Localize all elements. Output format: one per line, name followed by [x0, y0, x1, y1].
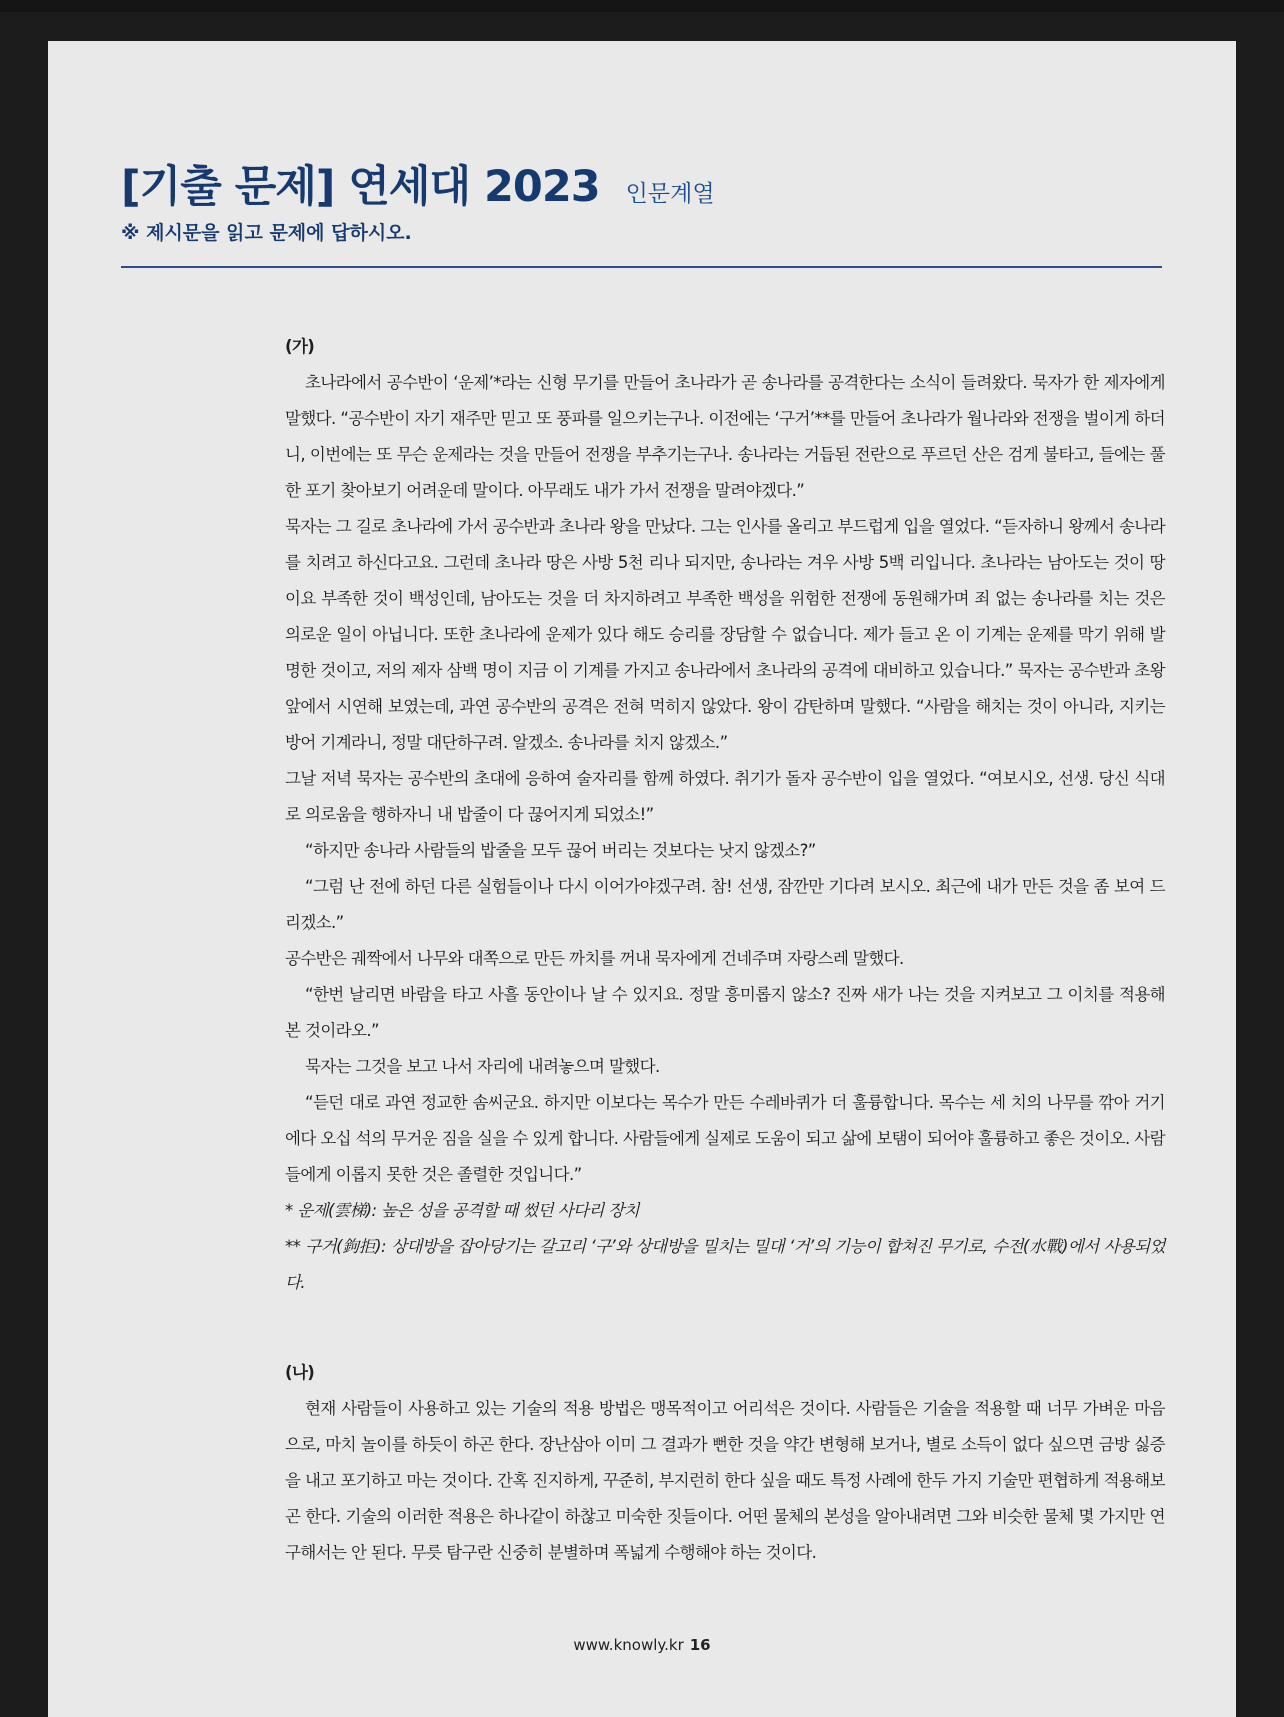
footnote: * 운제(雲梯): 높은 성을 공격할 때 썼던 사다리 장치: [285, 1201, 640, 1220]
passage-a-paragraph: 묵자는 그 길로 초나라에 가서 공수반과 초나라 왕을 만났다. 그는 인사를 올리고 부드럽게 입을 열었다. “듣자하니 왕께서 송나라를 치려고 하신다고요. 그런데 초나라 땅은 사방 5천 리나 되지만, 송나라는 겨우 사방 5백 리입니다. 초나라는 남아도는 것이 땅이요 부족한 것이 백성인데, 남아도는 것을 더 차지하려고 부족한 백성을 위험한 전쟁에 동원해가며 죄 없는 송나라를 치는 것은 의로운 일이 아닙니다. 또한 초나라에 운제가 있다 해도 승리를 장담할 수 없습니다. 제가 들고 온 이 기계는 운제를 막기 위해 발명한 것이고, 저의 제자 삼백 명이 지금 이 기계를 가지고 송나라에서 초나라의 공격에 대비하고 있습니다.” 묵자는 공수반과 초왕 앞에서 시연해 보였는데, 과연 공수반의 공격은 전혀 먹히지 않았다. 왕이 감탄하며 말했다. “사람을 해치는 것이 아니라, 지키는 방어 기계라니, 정말 대단하구려. 알겠소. 송나라를 치지 않겠소.”: [285, 517, 1165, 752]
passage-a-paragraph: “한번 날리면 바람을 타고 사흘 동안이나 날 수 있지요. 정말 흥미롭지 않소? 진짜 새가 나는 것을 지켜보고 그 이치를 적용해 본 것이라오.”: [285, 985, 1165, 1040]
page-title: [기출 문제] 연세대 2023: [121, 162, 600, 212]
instruction-text: ※ 제시문을 읽고 문제에 답하시오.: [121, 222, 412, 244]
passage-b-paragraph: 현재 사람들이 사용하고 있는 기술의 적용 방법은 맹목적이고 어리석은 것이다. 사람들은 기술을 적용할 때 너무 가벼운 마음으로, 마치 놀이를 하듯이 하곤 한다. 장난삼아 이미 그 결과가 뻔한 것을 약간 변형해 보거나, 별로 소득이 없다 싶으면 금방 싫증을 내고 포기하고 마는 것이다. 간혹 진지하게, 꾸준히, 부지런히 한다 싶을 때도 특정 사례에 한두 가지 기술만 편협하게 적용해보곤 한다. 기술의 이러한 적용은 하나같이 하찮고 미숙한 짓들이다. 어떤 물체의 본성을 알아내려면 그와 비슷한 물체 몇 가지만 연구해서는 안 된다. 무릇 탐구란 신중히 분별하며 폭넓게 수행해야 하는 것이다.: [285, 1399, 1165, 1562]
document-page: [48, 41, 1236, 1717]
passage-a-paragraph: 그날 저녁 묵자는 공수반의 초대에 응하여 술자리를 함께 하였다. 취기가 돌자 공수반이 입을 열었다. “여보시오, 선생. 당신 식대로 의로움을 행하자니 내 밥줄이 다 끊어지게 되었소!”: [285, 769, 1165, 824]
passage-a-paragraph: 초나라에서 공수반이 ‘운제’*라는 신형 무기를 만들어 초나라가 곧 송나라를 공격한다는 소식이 들려왔다. 묵자가 한 제자에게 말했다. “공수반이 자기 재주만 믿고 또 풍파를 일으키는구나. 이전에는 ‘구거’**를 만들어 초나라가 월나라와 전쟁을 벌이게 하더니, 이번에는 또 무슨 운제라는 것을 만들어 전쟁을 부추기는구나. 송나라는 거듭된 전란으로 푸르던 산은 검게 불타고, 들에는 풀 한 포기 찾아보기 어려운데 말이다. 아무래도 내가 가서 전쟁을 말려야겠다.”: [285, 373, 1165, 500]
page-footer: [48, 1636, 1236, 1654]
passage-a-label: (가): [285, 337, 315, 356]
passage-a-paragraph: “그럼 난 전에 하던 다른 실험들이나 다시 이어가야겠구려. 참! 선생, 잠깐만 기다려 보시오. 최근에 내가 만든 것을 좀 보여 드리겠소.”: [285, 877, 1165, 932]
passage-content: [285, 329, 1165, 1571]
page-number: 16: [689, 1636, 711, 1654]
passage-b-label: (나): [285, 1363, 315, 1382]
category-label: 인문계열: [625, 181, 715, 207]
site-url: www.knowly.kr: [573, 1636, 684, 1654]
passage-a-paragraph: 공수반은 궤짝에서 나무와 대쪽으로 만든 까치를 꺼내 묵자에게 건네주며 자랑스레 말했다.: [285, 949, 904, 968]
viewer-top-bar: [0, 0, 1284, 12]
passage-a-paragraph: “듣던 대로 과연 정교한 솜씨군요. 하지만 이보다는 목수가 만든 수레바퀴가 더 훌륭합니다. 목수는 세 치의 나무를 깎아 거기에다 오십 석의 무거운 짐을 실을 수 있게 합니다. 사람들에게 실제로 도움이 되고 삶에 보탬이 되어야 훌륭하고 좋은 것이오. 사람들에게 이롭지 못한 것은 졸렬한 것입니다.”: [285, 1093, 1165, 1184]
passage-a-paragraph: “하지만 송나라 사람들의 밥줄을 모두 끊어 버리는 것보다는 낫지 않겠소?”: [305, 841, 816, 860]
title-row: [121, 153, 715, 214]
header-divider: [121, 266, 1162, 268]
footnote: ** 구거(鉤拒): 상대방을 잡아당기는 갈고리 ‘구’와 상대방을 밀치는 밀대 ‘거’의 기능이 합쳐진 무기로, 수전(水戰)에서 사용되었다.: [285, 1237, 1165, 1292]
passage-a-paragraph: 묵자는 그것을 보고 나서 자리에 내려놓으며 말했다.: [305, 1057, 660, 1076]
